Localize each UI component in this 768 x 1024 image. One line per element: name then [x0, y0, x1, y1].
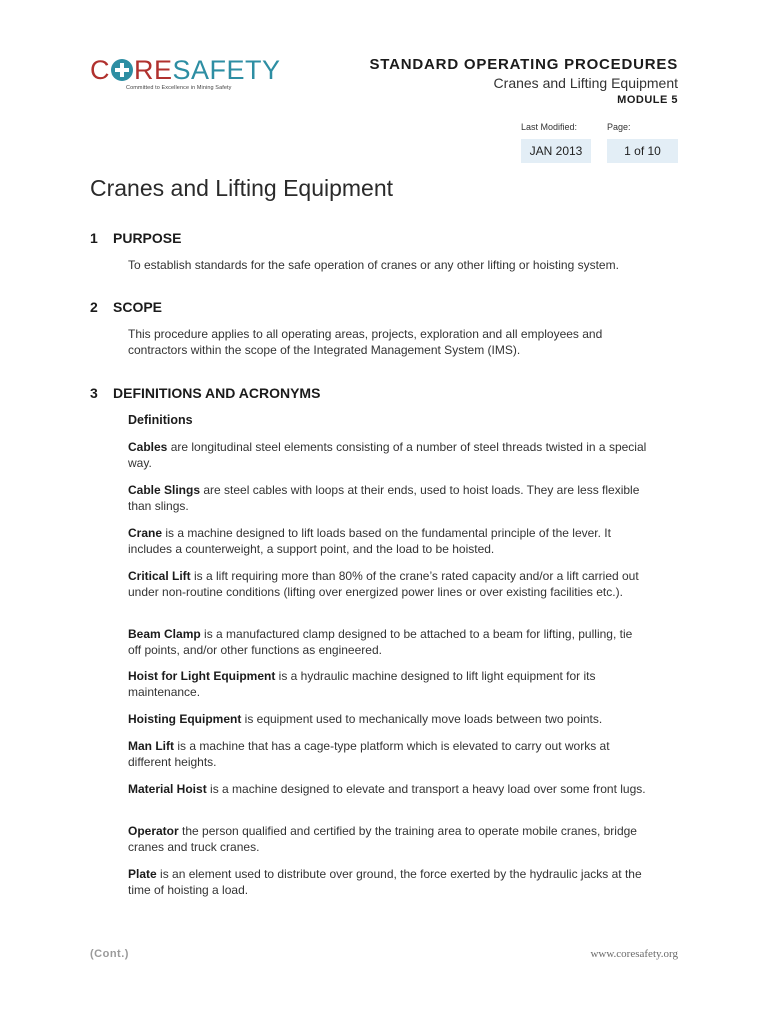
definitions-subheading: Definitions: [128, 413, 193, 427]
logo-core-re: RE: [134, 55, 173, 85]
definition-text: is an element used to distribute over ground, the force exerted by the hydraulic jacks at the time of hoisting a load.: [128, 867, 642, 897]
definition-item: [128, 569, 648, 600]
definition-term: Cables: [128, 440, 168, 454]
definition-item: [128, 824, 648, 855]
section-scope-heading: [90, 299, 162, 315]
coresafety-logo: [90, 56, 281, 91]
definition-item: [128, 782, 648, 798]
section-title: DEFINITIONS AND ACRONYMS: [113, 385, 321, 401]
definition-item: [128, 483, 648, 514]
definition-text: is a machine designed to lift loads based on the fundamental principle of the lever. It includes a counterweight, a support point, and the load to be hoisted.: [128, 526, 611, 556]
section-number: 3: [90, 385, 98, 401]
definition-text: is a manufactured clamp designed to be attached to a beam for lifting, pulling, tie off points, and/or other functions as engineered.: [128, 627, 633, 657]
definition-term: Cable Slings: [128, 483, 201, 497]
scope-text: This procedure applies to all operating areas, projects, exploration and all employees and contractors within the scope of the Integrated Management System (IMS).: [128, 327, 603, 357]
purpose-text: To establish standards for the safe operation of cranes or any other lifting or hoisting system.: [128, 258, 619, 272]
definition-item: [128, 526, 648, 557]
definition-item: [128, 627, 648, 658]
definition-text: are longitudinal steel elements consisting of a number of steel threads twisted in a special way.: [128, 440, 647, 470]
definition-text: is a hydraulic machine designed to lift light equipment for its maintenance.: [128, 669, 596, 699]
definition-term: Beam Clamp: [128, 627, 201, 641]
section-title: SCOPE: [113, 299, 163, 315]
definition-text: is a machine designed to elevate and transport a heavy load over some front lugs.: [206, 782, 646, 796]
header-module: MODULE 5: [617, 94, 678, 106]
definition-item: [128, 739, 648, 770]
definition-term: Hoisting Equipment: [128, 712, 242, 726]
definition-item: [128, 712, 648, 728]
logo-core-c: C: [90, 55, 110, 85]
last-modified-label: Last Modified:: [521, 122, 578, 132]
section-number: 1: [90, 230, 98, 246]
section-title: PURPOSE: [113, 230, 182, 246]
header-subtitle: Cranes and Lifting Equipment: [493, 75, 678, 91]
header-title: STANDARD OPERATING PROCEDURES: [369, 56, 678, 73]
logo-wordmark: [90, 56, 281, 84]
definition-term: Hoist for Light Equipment: [128, 669, 276, 683]
section-number: 2: [90, 299, 98, 315]
definition-term: Material Hoist: [128, 782, 207, 796]
definition-term: Man Lift: [128, 739, 174, 753]
definition-text: is equipment used to mechanically move loads between two points.: [241, 712, 603, 726]
logo-safety: SAFETY: [172, 55, 281, 85]
page-label: Page:: [607, 122, 631, 132]
definition-text: is a lift requiring more than 80% of the crane’s rated capacity and/or a lift carried out under non-routine conditions (lifting over energized power lines or over existing facilities etc.).: [128, 569, 639, 599]
definition-term: Critical Lift: [128, 569, 191, 583]
section-definitions-heading: [90, 385, 320, 401]
definition-item: [128, 669, 648, 700]
page-value: 1 of 10: [607, 139, 678, 163]
header-block: [370, 56, 679, 106]
definition-text: is a machine that has a cage-type platform which is elevated to carry out works at different heights.: [128, 739, 610, 769]
document-title: Cranes and Lifting Equipment: [90, 175, 394, 201]
cross-icon: [111, 59, 133, 81]
logo-tagline: Committed to Excellence in Mining Safety: [126, 85, 232, 91]
definition-term: Operator: [128, 824, 179, 838]
section-purpose-heading: [90, 230, 181, 246]
last-modified-value: JAN 2013: [521, 139, 591, 163]
continued-note: (Cont.): [90, 948, 129, 960]
definition-text: the person qualified and certified by the training area to operate mobile cranes, bridge cranes and truck cranes.: [128, 824, 637, 854]
website-link[interactable]: www.coresafety.org: [590, 948, 678, 960]
definition-item: [128, 867, 648, 898]
definition-term: Plate: [128, 867, 157, 881]
definition-item: [128, 440, 648, 471]
definition-term: Crane: [128, 526, 163, 540]
definition-text: are steel cables with loops at their ends, used to hoist loads. They are less flexible than slings.: [128, 483, 640, 513]
